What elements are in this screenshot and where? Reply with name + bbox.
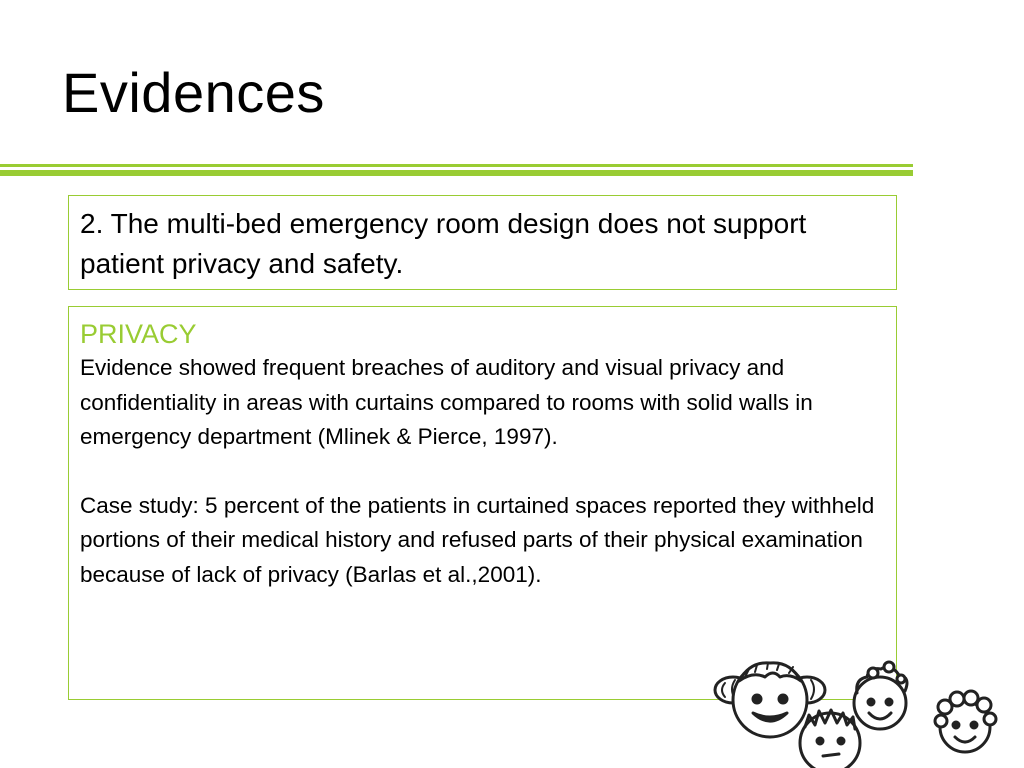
title-underline-thick [0, 170, 913, 176]
kid-face-curly-hair-icon [935, 691, 996, 752]
privacy-box [68, 306, 897, 700]
kid-face-spiky-hair-icon [800, 710, 860, 768]
kid-face-messy-hair-icon [854, 662, 907, 729]
privacy-paragraph-case-study: Case study: 5 percent of the patients in curtained spaces reported they withheld portions of their medical history and refused parts of their physical examination because of lack of privacy (Barlas et al.,2001). [80, 492, 875, 587]
privacy-paragraph-evidence: Evidence showed frequent breaches of auditory and visual privacy and confidentiality in areas with curtains compared to rooms with solid walls in emergency department (Mlinek & Pierce, 1997). [80, 355, 813, 449]
statement-text: 2. The multi-bed emergency room design does not support patient privacy and safety. [80, 208, 807, 279]
privacy-heading: PRIVACY [80, 319, 197, 349]
cartoon-kids-faces-icon [705, 655, 1015, 768]
statement-box [68, 195, 897, 290]
title-underline-thin [0, 164, 913, 167]
slide-title: Evidences [62, 61, 325, 124]
